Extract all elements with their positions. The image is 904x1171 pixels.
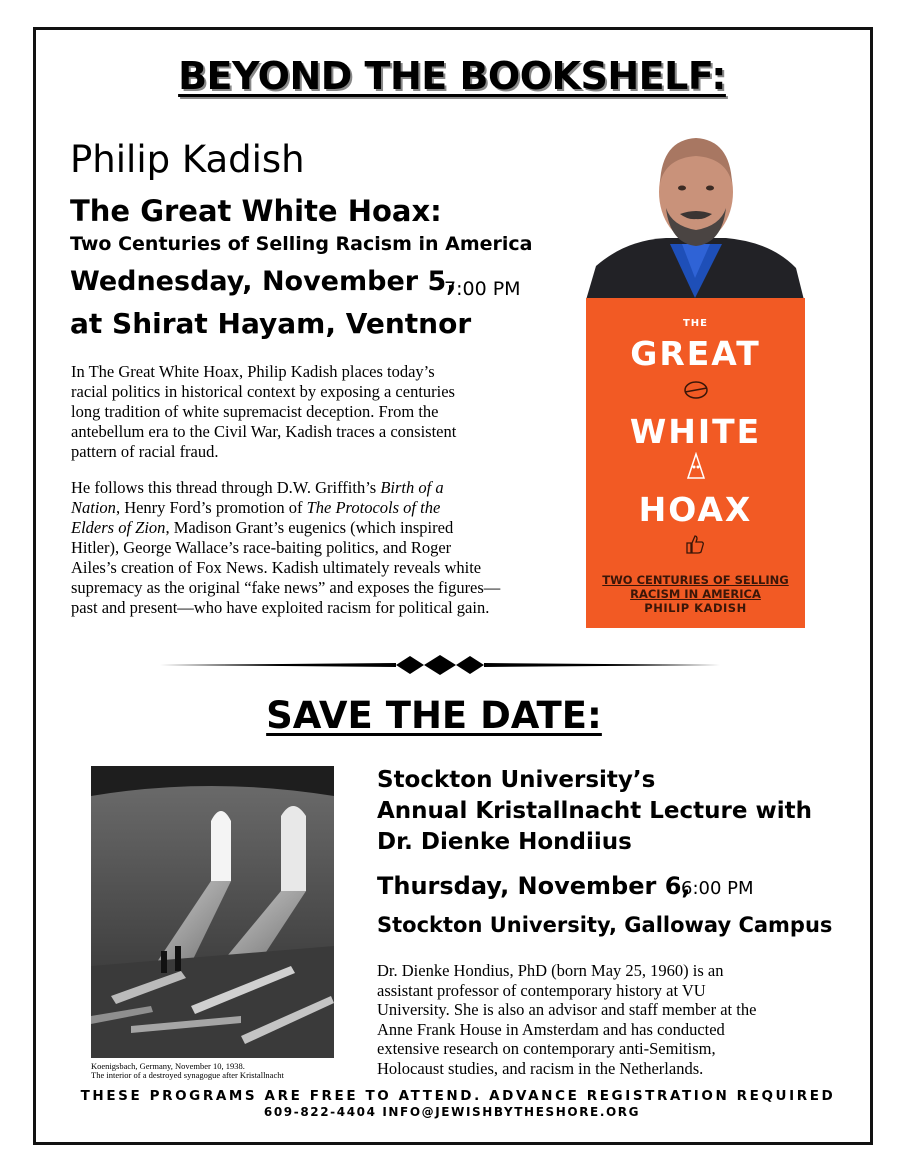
event2-venue: Stockton University, Galloway Campus — [377, 913, 833, 937]
ornamental-divider — [160, 652, 720, 678]
text-line — [71, 478, 551, 498]
cover-subtitle — [586, 573, 805, 601]
book-title: The Great White Hoax: — [70, 194, 442, 228]
speaker-name: Philip Kadish — [70, 138, 305, 181]
text-line: racial politics in historical context by exposing a centuries — [71, 382, 455, 401]
author-portrait-image — [586, 128, 804, 300]
caption-line: The interior of a destroyed synagogue after Kristallnacht — [91, 1070, 284, 1080]
text-line: antebellum era to the Civil War, Kadish traces a consistent — [71, 422, 457, 441]
cover-subtitle-line: RACISM IN AMERICA — [630, 587, 761, 601]
event2-speaker: Dr. Dienke Hondiius — [377, 829, 632, 855]
text-line: extensive research on contemporary anti-Semitism, — [377, 1039, 716, 1058]
event2-heading — [377, 765, 812, 858]
photo-caption — [91, 1062, 284, 1080]
cover-subtitle-line: TWO CENTURIES OF SELLING — [602, 573, 789, 587]
synagogue-ruin-image — [91, 766, 334, 1058]
text-span: He follows this thread through D.W. Griffith’s — [71, 478, 381, 497]
author-photo — [586, 128, 804, 300]
page-title: BEYOND THE BOOKSHELF: — [178, 54, 726, 98]
footer-notice: THESE PROGRAMS ARE FREE TO ATTEND. ADVANCE REGISTRATION REQUIRED — [80, 1088, 836, 1104]
text-line — [71, 518, 551, 538]
text-line: pattern of racial fraud. — [71, 442, 219, 461]
text-line: long tradition of white supremacist deception. From the — [71, 402, 439, 421]
book-cover — [586, 298, 805, 628]
hood-icon — [686, 452, 706, 480]
italic-title: The Protocols of the — [306, 498, 441, 517]
text-line: In The Great White Hoax, Philip Kadish places today’s — [71, 362, 435, 381]
text-span: , Henry Ford’s promotion of — [115, 498, 307, 517]
footer-contact[interactable]: 609-822-4404 INFO@JEWISHBYTHESHORE.ORG — [263, 1105, 641, 1119]
hat-icon — [682, 378, 710, 400]
text-line: Hitler), George Wallace’s race-baiting politics, and Roger — [71, 538, 452, 557]
book-subtitle: Two Centuries of Selling Racism in America — [70, 233, 533, 255]
event2-description — [377, 961, 827, 1078]
event2-heading-line: Annual Kristallnacht Lecture with — [377, 798, 812, 824]
text-line: Anne Frank House in Amsterdam and has conducted — [377, 1019, 725, 1039]
cover-author: PHILIP KADISH — [644, 601, 747, 615]
event1-description-1 — [71, 362, 551, 462]
cover-the: THE — [682, 318, 709, 329]
event2-time: 6:00 PM — [681, 878, 754, 899]
cover-word-great: GREAT — [630, 334, 761, 373]
thumbs-up-icon — [683, 532, 707, 556]
text-line: University. She is also an advisor and staff member at the — [377, 1000, 757, 1019]
text-line: supremacy as the original “fake news” and exposes the figures— — [71, 578, 501, 597]
text-line: Holocaust studies, and racism in the Netherlands. — [377, 1058, 704, 1078]
text-span: , Madison Grant’s eugenics (which inspired — [165, 518, 454, 537]
text-line: Dr. Dienke Hondius, PhD (born May 25, 1960) is an — [377, 961, 724, 980]
text-line: assistant professor of contemporary history at VU — [377, 980, 706, 1000]
caption-line: Koenigsbach, Germany, November 10, 1938. — [91, 1061, 245, 1071]
text-line — [71, 498, 551, 518]
cover-word-hoax: HOAX — [638, 490, 753, 529]
cover-word-white: WHITE — [629, 412, 762, 451]
synagogue-photo — [91, 766, 334, 1058]
event1-date: Wednesday, November 5, — [70, 266, 457, 297]
italic-title: Elders of Zion — [71, 518, 166, 537]
event2-date: Thursday, November 6, — [377, 872, 691, 900]
italic-title: Nation — [71, 498, 116, 517]
event2-heading-line: Stockton University’s — [377, 767, 656, 793]
italic-title: Birth of a — [380, 478, 444, 497]
save-the-date-title: SAVE THE DATE: — [266, 694, 602, 737]
text-line: Ailes’s creation of Fox News. Kadish ultimately reveals white — [71, 558, 482, 577]
event1-time: 7:00 PM — [444, 278, 521, 300]
event1-description-2 — [71, 478, 551, 618]
text-line: past and present—who have exploited racism for political gain. — [71, 598, 490, 617]
event1-venue: at Shirat Hayam, Ventnor — [70, 307, 472, 340]
